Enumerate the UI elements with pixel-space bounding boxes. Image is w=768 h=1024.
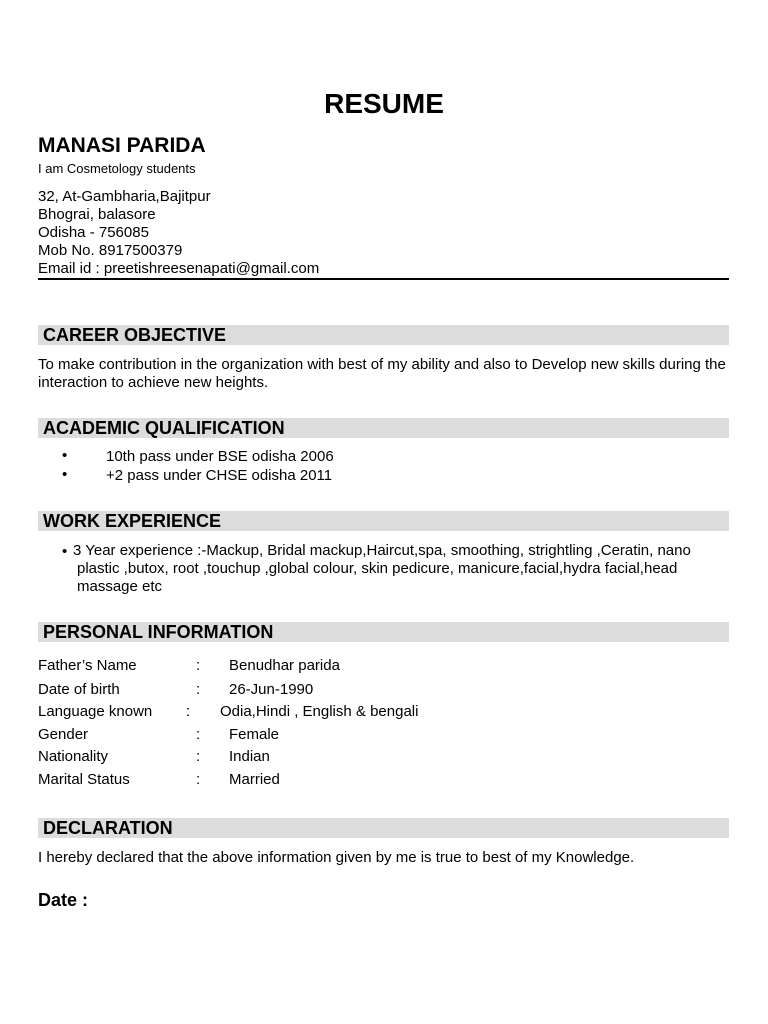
phone-line: Mob No. 8917500379 [38,242,183,259]
section-header-declaration [38,818,729,838]
info-label: Language known [38,703,153,720]
work-line: plastic ,butox, root ,touchup ,global colour, skin pedicure, manicure,facial,hydra facial,head [77,560,678,577]
info-row-nationality [38,748,638,766]
work-line: 3 Year experience :-Mackup, Bridal mackup,Haircut,spa, smoothing, strightling ,Ceratin, nano [73,542,691,559]
info-label: Marital Status [38,771,130,788]
info-row-dob [38,681,638,699]
info-value: 26-Jun-1990 [229,681,314,698]
info-value: Indian [229,748,270,765]
info-separator: : [186,703,191,720]
section-heading: PERSONAL INFORMATION [43,622,274,642]
info-separator: : [196,681,201,698]
info-row-father [38,657,638,675]
info-row-language [38,703,638,721]
section-header-career [38,325,729,345]
bullet-icon: • [62,543,68,560]
academic-item: +2 pass under CHSE odisha 2011 [106,467,333,484]
document-title: RESUME [324,88,444,119]
section-heading: WORK EXPERIENCE [43,511,222,531]
info-label: Father’s Name [38,657,137,674]
contact-block [38,188,319,278]
info-separator: : [196,657,201,674]
info-label: Gender [38,726,89,743]
section-header-work [38,511,729,531]
info-label: Nationality [38,748,109,765]
section-heading: DECLARATION [43,818,173,838]
address-line: 32, At-Gambharia,Bajitpur [38,188,211,205]
address-line: Odisha - 756085 [38,224,149,241]
work-line: massage etc [77,578,163,595]
declaration-text: I hereby declared that the above information given by me is true to best of my Knowledge. [38,849,635,866]
info-value: Benudhar parida [229,657,340,674]
section-header-personal [38,622,729,642]
bullet-icon: • [62,466,68,483]
section-heading: CAREER OBJECTIVE [43,325,227,345]
section-heading: ACADEMIC QUALIFICATION [43,418,285,438]
info-value: Female [229,726,280,743]
info-separator: : [196,771,201,788]
candidate-name: MANASI PARIDA [38,134,206,157]
date-label: Date : [38,890,89,910]
info-value: Married [229,771,280,788]
email-line: Email id : preetishreesenapati@gmail.com [38,260,320,277]
candidate-tagline: I am Cosmetology students [38,161,196,176]
info-label: Date of birth [38,681,120,698]
info-row-marital [38,771,638,789]
bullet-icon: • [62,447,68,464]
header-divider [38,278,729,280]
info-value: Odia,Hindi , English & bengali [220,703,419,720]
address-line: Bhograi, balasore [38,206,156,223]
info-row-gender [38,726,638,744]
info-separator: : [196,726,201,743]
info-separator: : [196,748,201,765]
section-header-academic [38,418,729,438]
academic-item: 10th pass under BSE odisha 2006 [106,448,334,465]
career-objective-text: To make contribution in the organization with best of my ability and also to Develop new skills during the interaction to achieve new heights. [38,356,726,391]
